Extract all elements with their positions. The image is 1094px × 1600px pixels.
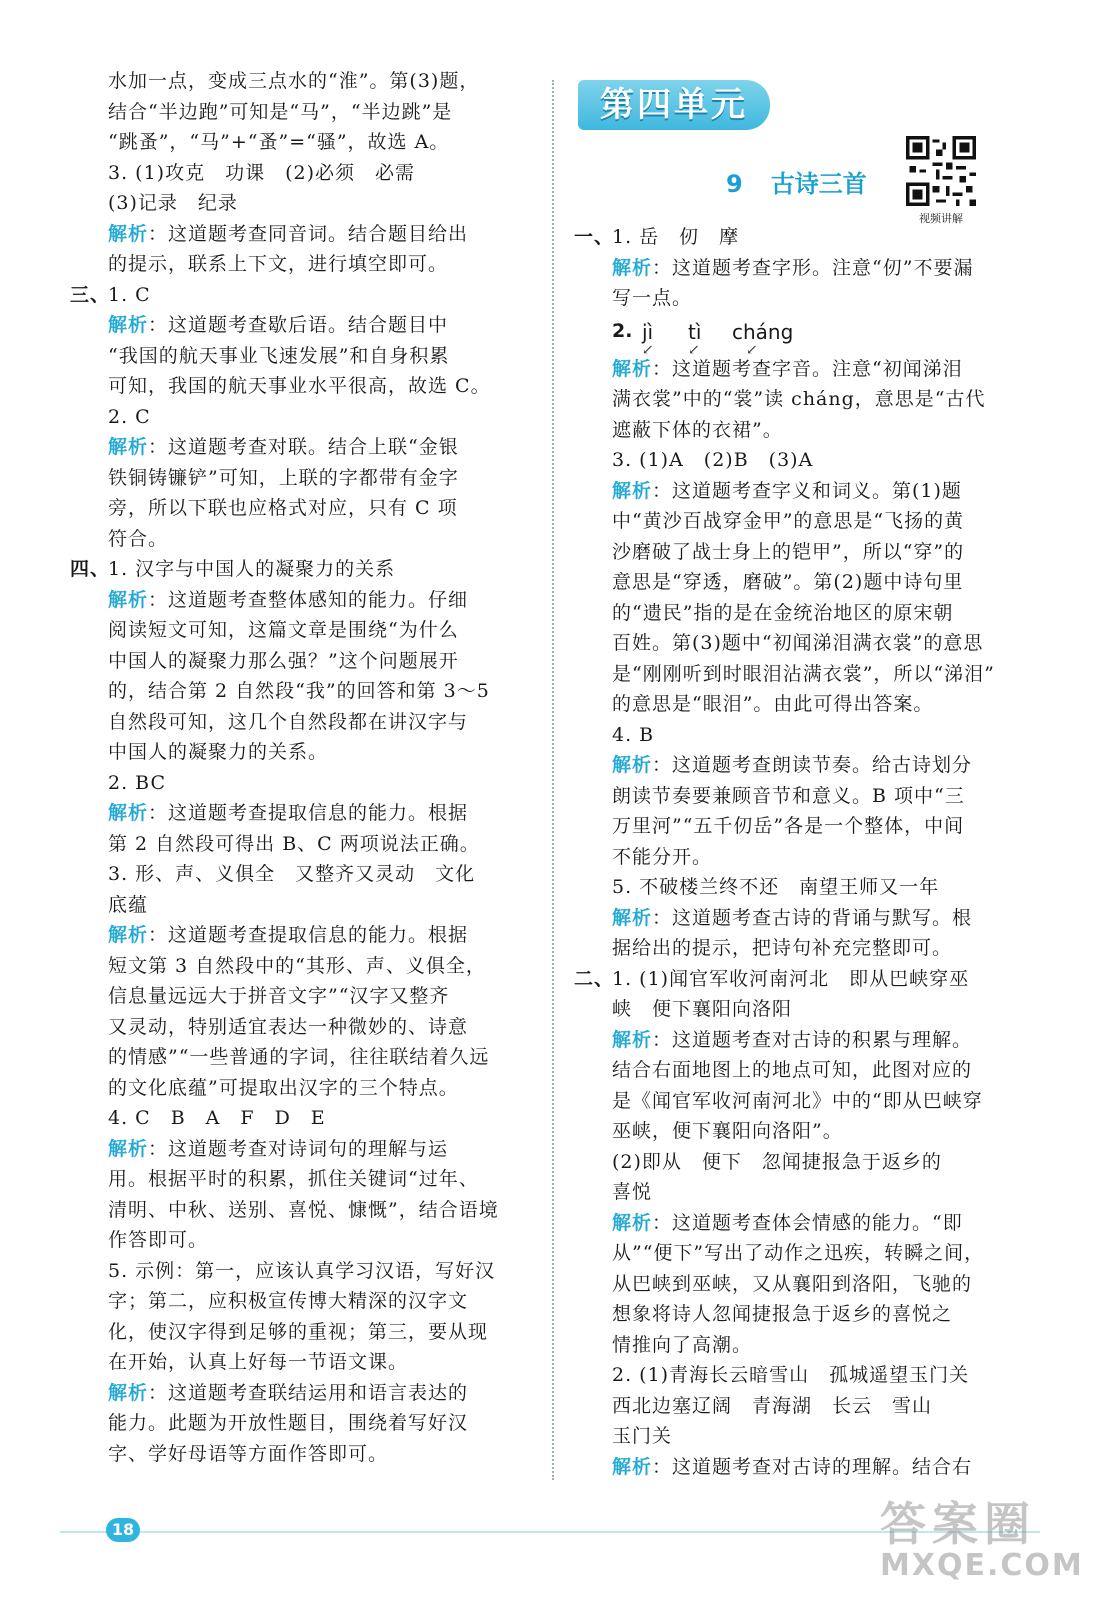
answer-line: 沙磨破了战士身上的铠甲”，所以“穿”的 <box>612 540 965 563</box>
qr-label: 视频讲解 <box>919 212 963 225</box>
analysis-label: 解析 <box>612 256 653 279</box>
tone-arrow-icon: ↙ <box>642 341 654 358</box>
answer-line: 符合。 <box>108 527 169 550</box>
qr-code-icon[interactable] <box>906 136 976 206</box>
answer-line: 的文化底蕴”可提取出汉字的三个特点。 <box>108 1076 459 1099</box>
answer-line: 从巴峡到巫峡，又从襄阳到洛阳，飞驰的 <box>612 1272 973 1295</box>
column-divider <box>552 80 554 1480</box>
answer-line: 第 2 自然段可得出 B、C 两项说法正确。 <box>108 832 480 855</box>
pinyin-item: cháng <box>732 319 794 344</box>
analysis-label: 解析 <box>612 1211 653 1234</box>
answer-line: (2)即从 便下 忽闻捷报急于返乡的 <box>612 1150 942 1173</box>
answer-line: (3)记录 纪录 <box>108 192 238 214</box>
answer-line: 从”“便下”写出了动作之迅疾，转瞬之间， <box>612 1242 985 1264</box>
answer-line: “跳蚤”，“马”+“蚤”=“骚”，故选 A。 <box>108 131 450 153</box>
pinyin-item: tì <box>688 319 702 344</box>
answer-line: 二、 1. (1)闻官军收河南河北 即从巴峡穿巫 <box>612 964 1036 995</box>
answer-line: 解析：这道题考查对古诗的积累与理解。 <box>612 1028 973 1051</box>
answer-line: 解析：这道题考查联结运用和语言表达的 <box>108 1381 469 1404</box>
answer-line: 解析：这道题考查歇后语。结合题目中 <box>108 314 449 336</box>
answer-line: 解析：这道题考查同音词。结合题目给出 <box>108 222 469 245</box>
answer-line: 4. B <box>612 723 655 746</box>
analysis-label: 解析 <box>612 357 653 380</box>
section-marker: 三、 <box>70 283 111 306</box>
answer-line: 清明、中秋、送别、喜悦、慷慨”，结合语境 <box>108 1198 499 1221</box>
analysis-label: 解析 <box>108 222 149 245</box>
answer-line: 字、学好母语等方面作答即可。 <box>108 1442 389 1465</box>
watermark <box>880 1488 1084 1583</box>
answer-line: 三、 1. C <box>108 280 538 311</box>
analysis-label: 解析 <box>108 1381 149 1404</box>
answer-line: 解析：这道题考查体会情感的能力。“即 <box>612 1211 963 1234</box>
answer-line: 旁，所以下联也应格式对应，只有 C 项 <box>108 497 458 519</box>
answer-line: 解析：这道题考查字形。注意“仞”不要漏 <box>612 256 974 279</box>
answer-line: 5. 示例：第一，应该认真学习汉语，写好汉 <box>108 1259 496 1282</box>
answer-line: 解析：这道题考查字音。注意“初闻涕泪 <box>612 357 963 380</box>
answer-line: 是“刚刚听到时眼泪沾满衣裳”，所以“涕泪” <box>612 662 995 685</box>
answer-line: 满衣裳”中的“裳”读 cháng，意思是“古代 <box>612 388 986 410</box>
answer-line: “我国的航天事业飞速发展”和自身积累 <box>108 344 450 367</box>
answer-line: 作答即可。 <box>108 1229 209 1251</box>
answer-line: 喜悦 <box>612 1181 653 1203</box>
answer-line: 3. 形、声、义俱全 又整齐又灵动 文化 <box>108 863 476 885</box>
answer-line: 可知，我国的航天事业水平很高，故选 C。 <box>108 375 491 397</box>
answer-line: 解析：这道题考查提取信息的能力。根据 <box>108 924 469 946</box>
answer-line: 又灵动，特别适宜表达一种微妙的、诗意 <box>108 1015 469 1038</box>
pinyin-label: 2. <box>612 319 633 342</box>
answer-line: 3. (1)攻克 功课 (2)必须 必需 <box>108 161 415 184</box>
answer-line: 字；第二，应积极宣传博大精深的汉字文 <box>108 1290 469 1312</box>
right-column <box>574 222 1036 1482</box>
lesson-number: 9 <box>726 170 743 198</box>
analysis-label: 解析 <box>108 802 149 824</box>
answer-line: 底蕴 <box>108 893 149 916</box>
analysis-label: 解析 <box>108 924 149 946</box>
analysis-label: 解析 <box>612 479 653 502</box>
section-marker: 四、 <box>70 558 111 580</box>
answer-line: 短文第 3 自然段中的“其形、声、义俱全， <box>108 954 486 977</box>
answer-line: 的，结合第 2 自然段“我”的回答和第 3～5 <box>108 680 490 702</box>
analysis-label: 解析 <box>612 754 653 776</box>
answer-line: 解析：这道题考查整体感知的能力。仔细 <box>108 588 469 611</box>
answer-line: 解析：这道题考查对联。结合上联“金银 <box>108 436 459 458</box>
tone-arrow-icon: ↙ <box>688 341 700 358</box>
analysis-label: 解析 <box>612 906 653 929</box>
answer-line: 中国人的凝聚力的关系。 <box>108 741 329 763</box>
lesson-title <box>726 164 867 199</box>
answer-line: 写一点。 <box>612 287 693 309</box>
answer-line: 解析：这道题考查朗读节奏。给古诗划分 <box>612 754 973 776</box>
answer-line: 遮蔽下体的衣裙”。 <box>612 418 783 441</box>
answer-line: 解析：这道题考查古诗的背诵与默写。根 <box>612 906 973 929</box>
pinyin-item: jì <box>642 319 654 344</box>
answer-line: 2. C <box>108 405 151 428</box>
answer-line: 中国人的凝聚力那么强？”这个问题展开 <box>108 649 459 672</box>
analysis-label: 解析 <box>108 314 149 336</box>
answer-line: 朗读节奏要兼顾音节和意义。B 项中“三 <box>612 784 965 807</box>
answer-line: 中“黄沙百战穿金甲”的意思是“飞扬的黄 <box>612 510 965 532</box>
answer-line: 在开始，认真上好每一节语文课。 <box>108 1351 409 1373</box>
analysis-label: 解析 <box>108 436 149 458</box>
answer-line: 百姓。第(3)题中“初闻涕泪满衣裳”的意思 <box>612 632 984 654</box>
section-marker: 二、 <box>574 967 615 990</box>
answer-line: 的意思是“眼泪”。由此可得出答案。 <box>612 693 934 715</box>
answer-line: 用。根据平时的积累，抓住关键词“过年、 <box>108 1168 479 1190</box>
answer-line: 的情感”“一些普通的字词，往往联结着久远 <box>108 1046 490 1068</box>
section-marker: 一、 <box>574 226 615 248</box>
answer-line: 情推向了高潮。 <box>612 1333 753 1356</box>
answer-line: 玉门关 <box>612 1425 673 1447</box>
answer-line: 铁铜铸镰铲”可知，上联的字都带有金字 <box>108 466 459 489</box>
answer-line: 3. (1)A (2)B (3)A <box>612 449 814 471</box>
answer-line: 自然段可知，这几个自然段都在讲汉字与 <box>108 710 469 733</box>
watermark-line2: MXQE.COM <box>880 1548 1084 1583</box>
answer-line: 是《闻官军收河南河北》中的“即从巴峡穿 <box>612 1089 983 1112</box>
answer-line: 据给出的提示，把诗句补充完整即可。 <box>612 937 953 959</box>
answer-line: 5. 不破楼兰终不还 南望王师又一年 <box>612 876 940 898</box>
page-number: 18 <box>106 1518 140 1542</box>
analysis-label: 解析 <box>612 1028 653 1051</box>
answer-line: 峡 便下襄阳向洛阳 <box>612 998 793 1020</box>
lesson-name: 古诗三首 <box>770 170 867 198</box>
answer-line: 解析：这道题考查字义和词义。第(1)题 <box>612 479 962 502</box>
answer-line: 的提示，联系上下文，进行填空即可。 <box>108 253 449 275</box>
answer-line: 四、 1. 汉字与中国人的凝聚力的关系 <box>108 554 538 585</box>
answer-line: 结合“半边跑”可知是“马”，“半边跳”是 <box>108 100 453 123</box>
analysis-label: 解析 <box>108 588 149 611</box>
answer-line: 解析：这道题考查提取信息的能力。根据 <box>108 802 469 824</box>
answer-line: 一、 1. 岳 仞 摩 <box>612 222 1036 253</box>
answer-line: 信息量远远大于拼音文字”“汉字又整齐 <box>108 985 450 1007</box>
answer-line: 阅读短文可知，这篇文章是围绕“为什么 <box>108 619 459 641</box>
answer-line: 不能分开。 <box>612 845 713 868</box>
answer-line: 解析：这道题考查对古诗的理解。结合右 <box>612 1455 973 1478</box>
answer-line: 能力。此题为开放性题目，围绕着写好汉 <box>108 1412 469 1434</box>
answer-line: 解析：这道题考查对诗词句的理解与运 <box>108 1137 449 1160</box>
answer-line: 想象将诗人忽闻捷报急于返乡的喜悦之 <box>612 1303 953 1325</box>
answer-line: 西北边塞辽阔 青海湖 长云 雪山 <box>612 1394 933 1417</box>
answer-line: 化，使汉字得到足够的重视；第三，要从现 <box>108 1320 489 1343</box>
tone-arrow-icon: ↙ <box>746 341 758 358</box>
answer-line: 万里河”“五千仞岳”各是一个整体，中间 <box>612 815 965 837</box>
answer-line: 4. C B A F D E <box>108 1107 326 1129</box>
unit-banner: 第四单元 <box>578 80 770 130</box>
answer-line: 2. BC <box>108 771 167 794</box>
answer-line: 水加一点，变成三点水的“淮”。第(3)题， <box>108 70 480 92</box>
watermark-line1: 答案圈 <box>880 1497 1036 1551</box>
pinyin-answer-row <box>612 314 1036 358</box>
left-column <box>70 66 538 1469</box>
answer-line: 的“遗民”指的是在金统治地区的原宋朝 <box>612 601 954 624</box>
analysis-label: 解析 <box>108 1137 149 1160</box>
answer-line: 意思是“穿透，磨破”。第(2)题中诗句里 <box>612 571 964 593</box>
answer-line: 结合右面地图上的地点可知，此图对应的 <box>612 1059 973 1081</box>
answer-line: 2. (1)青海长云暗雪山 孤城遥望玉门关 <box>612 1364 970 1386</box>
analysis-label: 解析 <box>612 1455 653 1478</box>
answer-line: 巫峡，便下襄阳向洛阳”。 <box>612 1120 843 1142</box>
